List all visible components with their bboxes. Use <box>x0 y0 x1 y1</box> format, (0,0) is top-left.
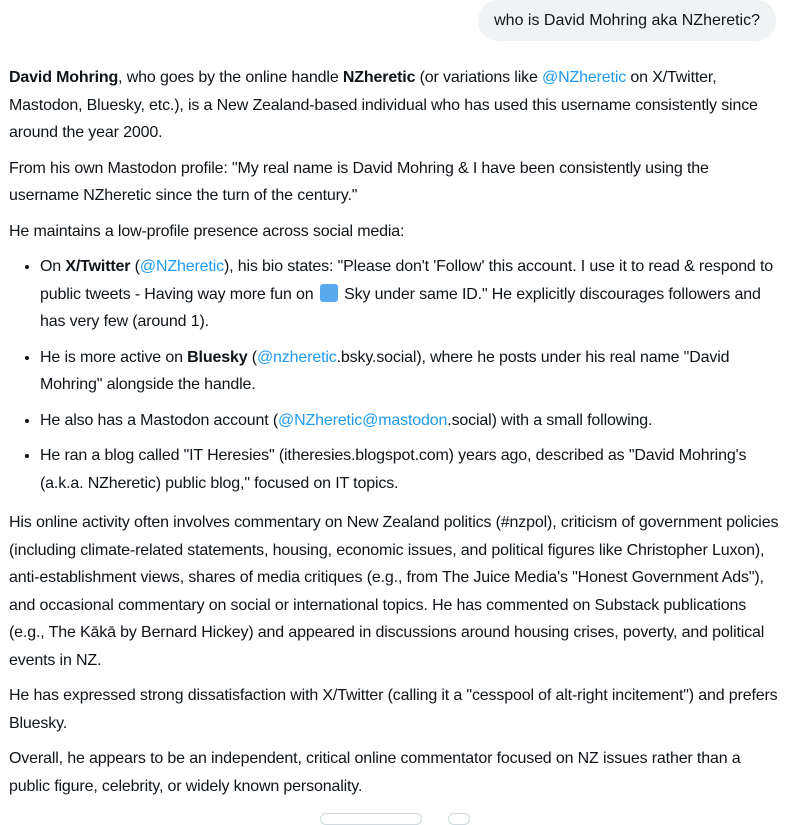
text: Sky under same ID." He explicitly discourages followers and has very few (around 1). <box>40 285 761 330</box>
name-bold: David Mohring <box>9 69 119 86</box>
action-button[interactable] <box>448 813 470 825</box>
list-item-bluesky <box>40 344 779 399</box>
text: on X/Twitter, Mastodon, Bluesky, etc.), is a New Zealand-based individual who has used this username consistently since around the year 2000. <box>9 69 758 141</box>
text: , who goes by the online handle <box>118 69 343 86</box>
dissatisfaction-paragraph: He has expressed strong dissatisfaction with X/Twitter (calling it a "cesspool of alt-right incitement") and prefers Bluesky. <box>9 687 778 732</box>
text: .bsky.social), where he posts under his real name "David Mohring" alongside the handle. <box>40 348 730 393</box>
text: He also has a Mastodon account ( <box>40 411 279 429</box>
text: On <box>40 258 66 275</box>
activity-paragraph: His online activity often involves commentary on New Zealand politics (#nzpol), criticism of government policies (including climate-related statements, housing, economic issues, and political figures like Christopher Luxon), anti-establishment views, shares of media critiques (e.g., from The Juice Media's "Honest Government Ads"), and occasional commentary on social or international topics. He has commented on Substack publications (e.g., The Kākā by Bernard Hickey) and appeared in discussions around housing crises, poverty, and political events in NZ. <box>9 514 779 669</box>
text: (or variations like <box>415 69 542 86</box>
list-item-blog: • He ran a blog called "IT Heresies" (itheresies.blogspot.com) years ago, described as "David Mohring's (a.k.a. NZheretic) public blog," focused on IT topics. <box>40 442 779 497</box>
intro-paragraph <box>9 64 779 147</box>
text: ( <box>130 258 140 275</box>
action-button[interactable] <box>320 813 422 825</box>
text: Bluesky <box>187 348 248 366</box>
assistant-response <box>9 64 779 808</box>
summary-paragraph: Overall, he appears to be an independent, critical online commentator focused on NZ issues rather than a public figure, celebrity, or widely known personality. <box>9 750 741 795</box>
mastodon-quote-paragraph: From his own Mastodon profile: "My real name is David Mohring & I have been consistently using the username NZheretic since the turn of the century." <box>9 159 709 204</box>
twitter-link[interactable]: @NZheretic <box>139 258 224 275</box>
blue-square-emoji-icon <box>320 284 338 302</box>
text: ), his bio states: "Please don't 'Follow' this account. I use it to read & respond to public tweets - Having way more fun on <box>40 258 774 303</box>
list-item-mastodon <box>40 407 779 435</box>
user-message-bubble <box>478 0 776 41</box>
text: .social) with a small following. <box>447 411 653 429</box>
list-item-twitter <box>40 253 779 336</box>
text: ( <box>247 348 257 366</box>
text: X/Twitter <box>65 258 131 275</box>
handle-bold: NZheretic <box>342 69 416 86</box>
text: He is more active on <box>40 348 188 366</box>
presence-paragraph: He maintains a low-profile presence across social media: <box>9 222 405 240</box>
handle-link[interactable]: @NZheretic <box>542 69 627 86</box>
social-list <box>9 253 779 497</box>
bluesky-link[interactable]: @nzheretic <box>256 348 337 366</box>
user-message-text: who is David Mohring aka NZheretic? <box>494 11 760 29</box>
mastodon-link[interactable]: @NZheretic@mastodon <box>278 411 448 429</box>
